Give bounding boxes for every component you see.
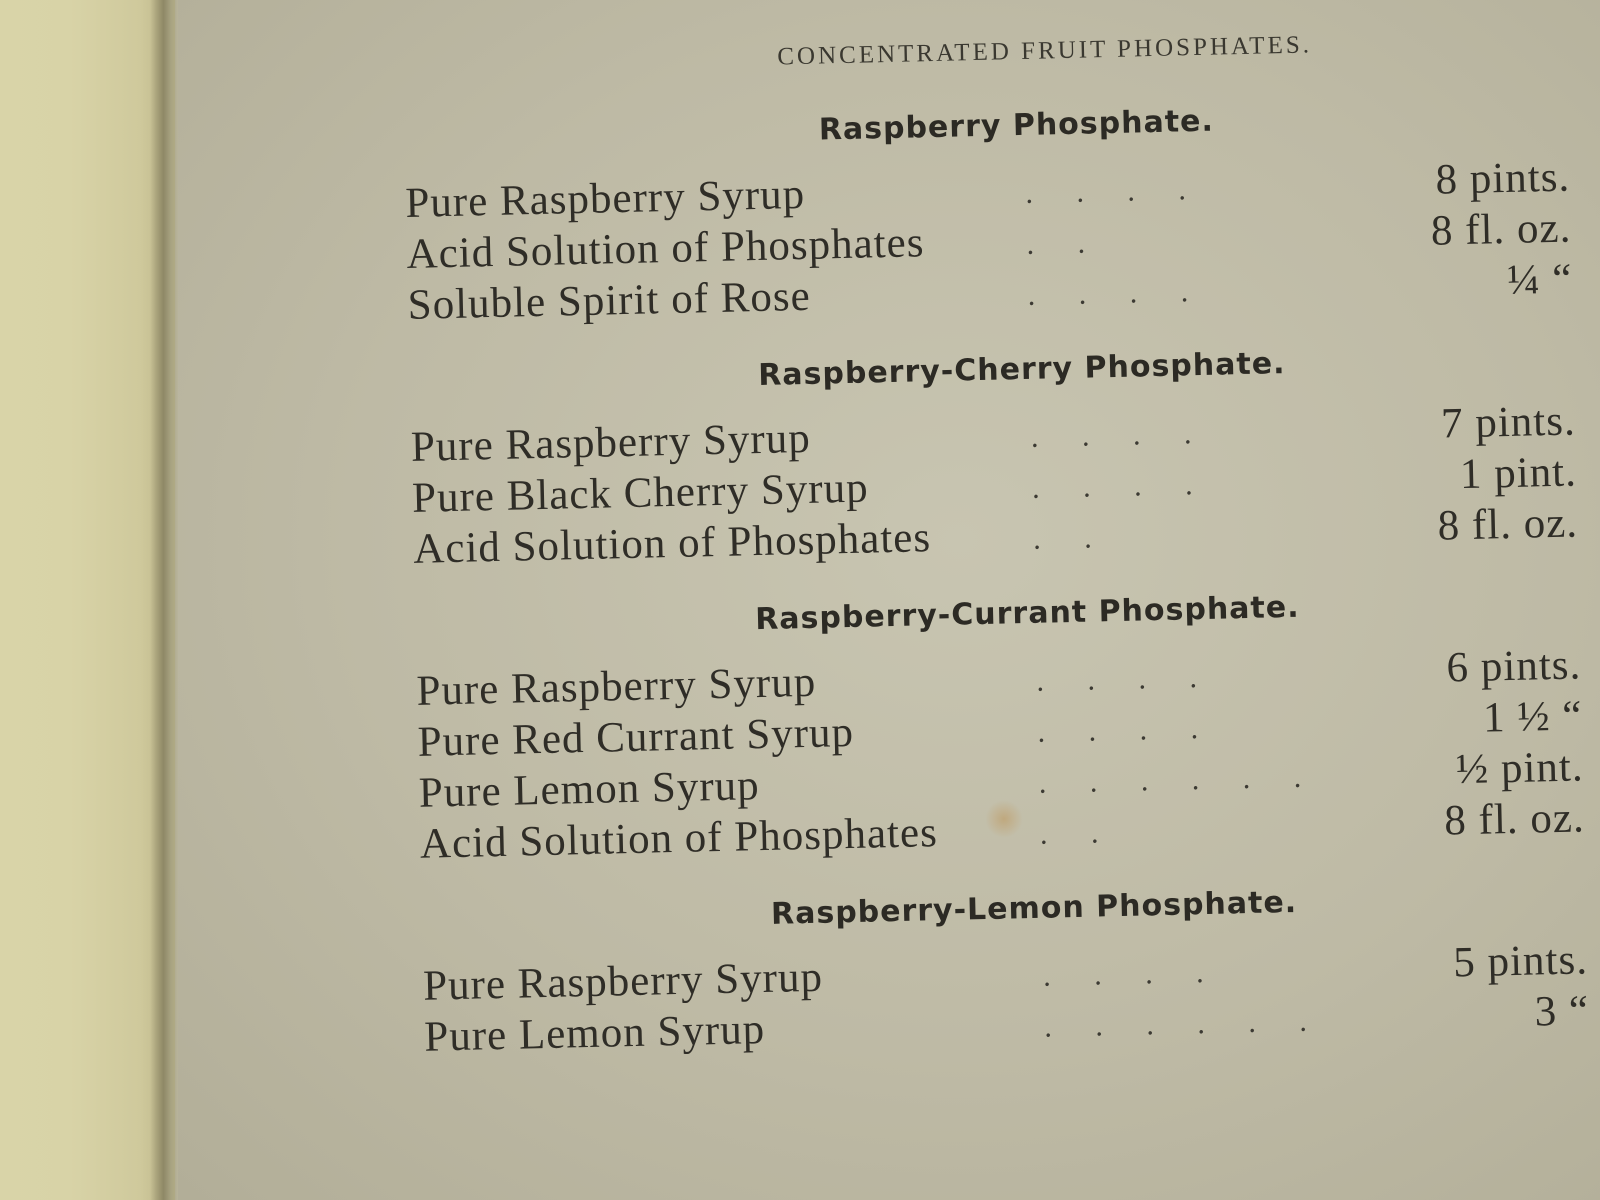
ingredient-amount: 1 ½ “ <box>1482 692 1583 742</box>
left-page-edge <box>0 0 175 1200</box>
dot-leader: . . . . . . <box>1043 1004 1326 1044</box>
recipe-raspberry-lemon-phosphate <box>421 878 1589 1063</box>
ingredient-amount: 8 fl. oz. <box>1437 499 1579 550</box>
ingredient-name: Pure Red Currant Syrup <box>417 708 855 766</box>
ingredient-amount: 3 “ <box>1534 987 1590 1036</box>
ingredient-amount: 6 pints. <box>1446 641 1582 692</box>
recipe-title: Raspberry-Lemon Phosphate. <box>770 884 1298 932</box>
dot-leader: . . . . <box>1024 172 1205 210</box>
dot-leader: . . <box>1026 226 1104 261</box>
page-text-block <box>402 26 1590 1098</box>
ingredient-name: Acid Solution of Phosphates <box>419 809 939 868</box>
recipe-title: Raspberry Phosphate. <box>818 103 1215 148</box>
dot-leader: . . . . <box>1042 955 1222 993</box>
ingredient-amount: 8 fl. oz. <box>1430 204 1572 255</box>
ingredient-name: Acid Solution of Phosphates <box>406 219 925 278</box>
ingredient-amount: 8 fl. oz. <box>1443 794 1586 845</box>
ingredient-name: Soluble Spirit of Rose <box>407 272 812 329</box>
ingredient-name: Acid Solution of Phosphates <box>412 514 932 573</box>
dot-leader: . . . . <box>1036 660 1216 698</box>
ingredient-name: Pure Lemon Syrup <box>418 762 761 817</box>
ingredient-name: Pure Raspberry Syrup <box>410 414 812 471</box>
ingredient-amount: 5 pints. <box>1452 936 1589 987</box>
recipe-title: Raspberry-Cherry Phosphate. <box>757 346 1286 393</box>
ingredient-name: Pure Raspberry Syrup <box>404 170 806 227</box>
recipe-raspberry-currant-phosphate <box>415 583 1586 870</box>
ingredient-name: Pure Black Cherry Syrup <box>411 464 870 522</box>
dot-leader: . . . . <box>1027 274 1207 312</box>
ingredient-amount: 7 pints. <box>1440 397 1577 448</box>
ingredient-amount: 1 pint. <box>1459 448 1578 499</box>
recipe-raspberry-phosphate <box>404 96 1573 332</box>
dot-leader: . . . . <box>1031 467 1211 505</box>
ingredient-amount: 8 pints. <box>1434 153 1571 204</box>
running-head: CONCENTRATED FRUIT PHOSPHATES. <box>777 31 1313 71</box>
recipe-raspberry-cherry-phosphate <box>409 339 1578 575</box>
ingredient-amount: ¼ “ <box>1506 255 1573 304</box>
dot-leader: . . . . . . <box>1038 760 1320 800</box>
dot-leader: . . . . <box>1030 416 1210 454</box>
ingredient-name: Pure Lemon Syrup <box>423 1006 766 1061</box>
dot-leader: . . <box>1032 521 1111 556</box>
dot-leader: . . <box>1039 815 1117 851</box>
ingredient-name: Pure Raspberry Syrup <box>415 658 817 715</box>
recipe-title: Raspberry-Currant Phosphate. <box>754 589 1300 638</box>
book-gutter <box>150 0 180 1200</box>
ingredient-name: Pure Raspberry Syrup <box>422 953 824 1010</box>
ingredient-amount: ½ pint. <box>1455 743 1585 794</box>
dot-leader: . . . . <box>1037 711 1217 749</box>
